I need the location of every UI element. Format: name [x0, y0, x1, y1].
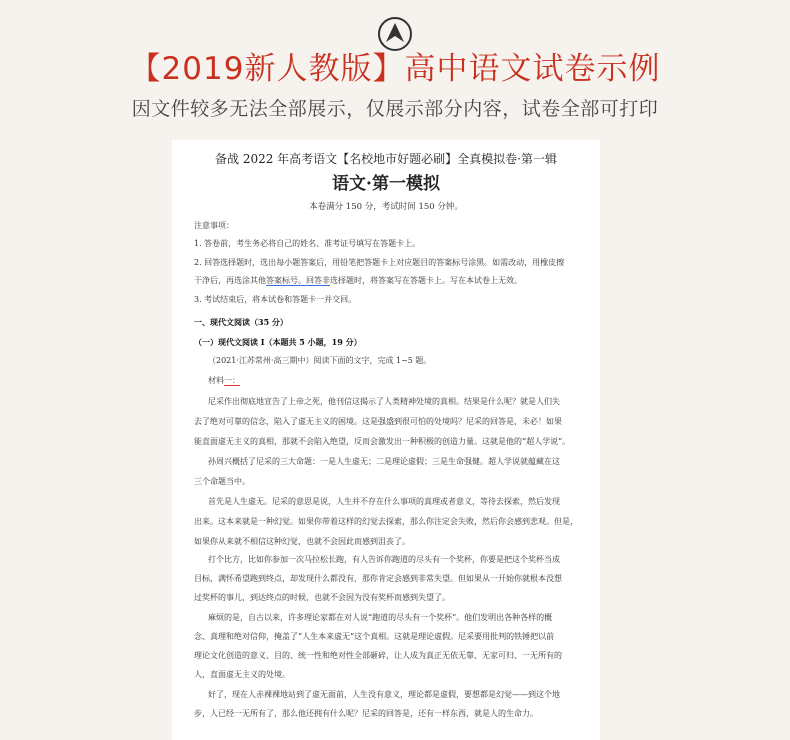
- section-heading: 一、现代文阅读（35 分）: [194, 317, 288, 327]
- underlined-text: 回答非: [306, 276, 330, 285]
- note-line: [194, 275, 598, 287]
- material-label: [208, 375, 600, 387]
- material-label-text: 材料: [208, 376, 224, 385]
- paragraph-line: 三个命题当中。: [194, 477, 250, 486]
- exam-title: 语文·第一模拟: [332, 174, 440, 194]
- paragraph-line: 过奖杯的事儿，到达终点的时候，也就不会因为没有奖杯而感到失望了。: [194, 593, 450, 602]
- note-line: 2. 回答选择题时，选出每小题答案后，用铅笔把答题卡上对应题目的答案标号涂黑。如需改动，用橡皮擦: [194, 258, 565, 267]
- paragraph-line: 打个比方，比如你参加一次马拉松长跑，有人告诉你跑道的尽头有一个奖杯，你要是把这个奖杯当成: [208, 555, 560, 564]
- paragraph-line: 如果你从来就不相信这种幻觉，也就不会因此而感到沮丧了。: [194, 537, 410, 546]
- notes-heading: 注意事项：: [194, 221, 234, 230]
- paragraph-line: 好了，现在人赤裸裸地站到了虚无面前，人生没有意义，理论都是虚假，要想都是幻觉——到这个地: [208, 690, 560, 699]
- paragraph-line: 人，直面虚无主义的处境。: [194, 670, 290, 679]
- note-text: 选择题时，将答案写在答题卡上。写在本试卷上无效。: [330, 276, 522, 285]
- page-headline: 【2019新人教版】高中语文试卷示例: [129, 51, 661, 87]
- paragraph-line: 理论文化创造的意义、目的、统一性和绝对性全部砸碎，让人成为真正无依无靠、无家可归、一无所有的: [194, 651, 562, 660]
- exam-series-title: 备战 2022 年高考语文【名校地市好题必刷】全真模拟卷·第一辑: [215, 152, 557, 166]
- paragraph-line: 孙周兴概括了尼采的三大命题：一是人生虚无；二是理论虚假；三是生命强健。超人学说就蕴藏在这: [208, 457, 560, 466]
- note-line: 1. 答卷前，考生务必将自己的姓名、准考证号填写在答题卡上。: [194, 239, 421, 248]
- paragraph-line: 尼采作出彻底地宣告了上帝之死，他刊信这揭示了人类精神处境的真相。结果是什么呢？就是人们失: [208, 397, 560, 406]
- material-label-suffix: 一：: [224, 376, 240, 385]
- paragraph-line: 步，人已经一无所有了，那么他还拥有什么呢？尼采的回答是，还有一样东西，就是人的生命力。: [194, 709, 538, 718]
- paragraph-line: 去了绝对可靠的信念，陷入了虚无主义的困境。这是强盛到很可怕的处境吗？尼采的回答是，未必！如果: [194, 417, 562, 426]
- note-text: 干净后，再选涂其他: [194, 276, 266, 285]
- paragraph-line: 念、真理和绝对信仰，掩盖了“人生本来虚无”这个真相。这就是理论虚假。尼采要用批判的铁锤把以前: [194, 632, 555, 641]
- underlined-text: 答案标号。: [266, 276, 306, 285]
- paragraph-line: 能直面虚无主义的真相，那就不会陷入绝望，反而会激发出一种积极的创造力量。这就是他的“超人学说”。: [194, 437, 571, 446]
- exam-info: 本卷满分 150 分，考试时间 150 分钟。: [309, 202, 463, 212]
- note-line: 3. 考试结束后，将本试卷和答题卡一并交回。: [194, 295, 357, 304]
- paragraph-line: 麻烦的是，自古以来，许多理论家都在对人说“跑道的尽头有一个奖杯”。他们发明出各种各样的概: [208, 613, 553, 622]
- page-subtitle: 因文件较多无法全部展示，仅展示部分内容，试卷全部可打印: [131, 98, 659, 120]
- exam-paper-preview: [172, 140, 600, 740]
- subsection-heading: （一）现代文阅读 I（本题共 5 小题，19 分）: [194, 337, 362, 347]
- paragraph-line: 出来。这本来就是一种幻觉。如果你带着这样的幻觉去探索，那么你注定会失败，然后你会感到悲观。但是，: [194, 517, 578, 526]
- question-source: （2021·江苏常州·高三期中）阅读下面的文字，完成 1~5 题。: [208, 356, 432, 365]
- compass-arrow-icon: [377, 16, 413, 52]
- paragraph-line: 目标，满怀希望跑到终点，却发现什么都没有，那你肯定会感到非常失望。但如果从一开始你就根本没想: [194, 574, 562, 583]
- paragraph-line: 首先是人生虚无。尼采的意思是说，人生并不存在什么事项的真理或者意义，等待去探索，然后发现: [208, 497, 560, 506]
